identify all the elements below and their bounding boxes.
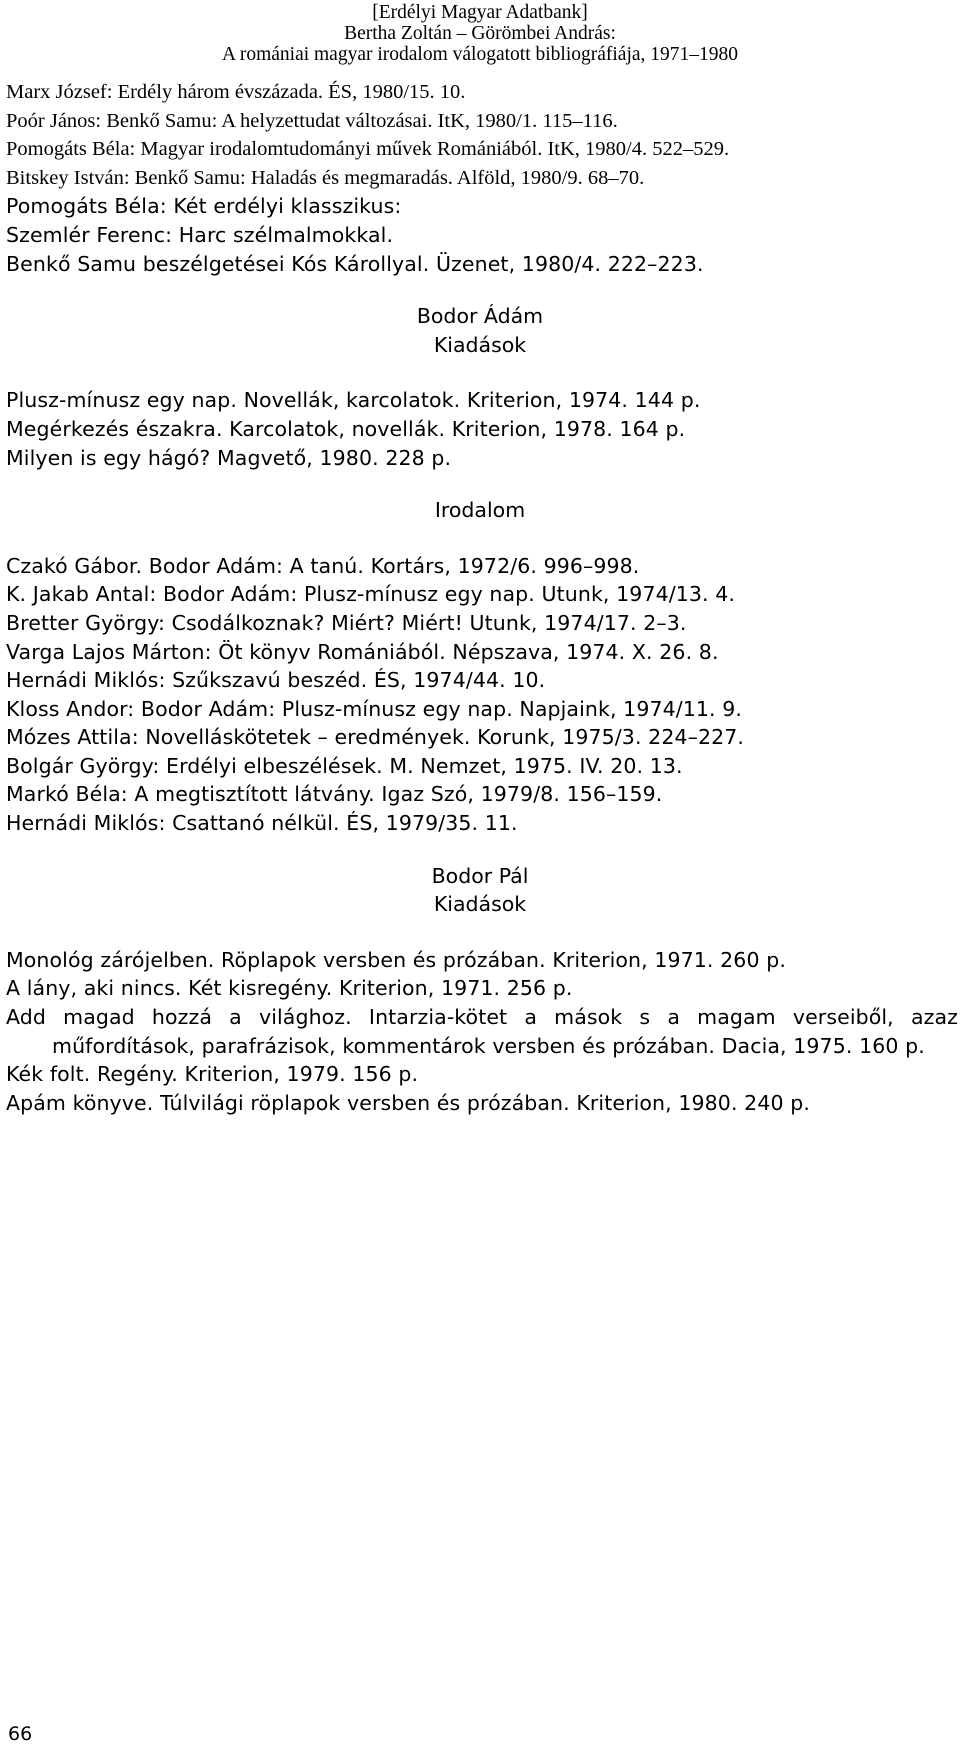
bibliography-entry: Czakó Gábor. Bodor Adám: A tanú. Kortárs, 1972/6. 996–998.	[6, 553, 640, 578]
bibliography-entry: Megérkezés északra. Karcolatok, novellák. Kriterion, 1978. 164 p.	[6, 416, 686, 441]
bibliography-entry: Mózes Attila: Novelláskötetek – eredmények. Korunk, 1975/3. 224–227.	[6, 725, 745, 750]
bibliography-entry: K. Jakab Antal: Bodor Adám: Plusz-mínusz egy nap. Utunk, 1974/13. 4.	[6, 582, 736, 607]
entry-line: Benkő Samu beszélgetései Kós Károllyal. Üzenet, 1980/4. 222–223.	[6, 251, 704, 276]
bibliography-entry: Apám könyve. Túlvilági röplapok versben és prózában. Kriterion, 1980. 240 p.	[6, 1090, 810, 1115]
bibliography-entry: Bretter György: Csodálkoznak? Miért? Miért! Utunk, 1974/17. 2–3.	[6, 610, 687, 635]
bibliography-entry: Add magad hozzá a világhoz. Intarzia-kötet a mások s a magam verseiből, azaz műfordítások, parafrázisok, kommentárok versben és prózában. Dacia, 1975. 160 p.	[6, 1005, 958, 1058]
bibliography-entry: Monológ zárójelben. Röplapok versben és prózában. Kriterion, 1971. 260 p.	[6, 947, 786, 972]
bibliography-entry: Marx József: Erdély három évszázada. ÉS, 1980/15. 10.	[6, 81, 466, 103]
section-heading-kiadasok: Kiadások	[433, 332, 527, 357]
bibliography-entry: Kloss Andor: Bodor Adám: Plusz-mínusz egy nap. Napjaink, 1974/11. 9.	[6, 696, 743, 721]
entry-line: Pomogáts Béla: Két erdélyi klasszikus:	[6, 194, 402, 219]
bibliography-entry: Varga Lajos Márton: Öt könyv Romániából. Népszava, 1974. X. 26. 8.	[6, 639, 719, 664]
bibliography-entry: Plusz-mínusz egy nap. Novellák, karcolatok. Kriterion, 1974. 144 p.	[6, 388, 701, 413]
header-title: A romániai magyar irodalom válogatott bibliográfiája, 1971–1980	[221, 44, 739, 65]
bibliography-entry: Poór János: Benkő Samu: A helyzettudat változásai. ItK, 1980/1. 115–116.	[6, 109, 618, 132]
author-heading: Bodor Pál	[431, 863, 529, 888]
bibliography-entry: Bitskey István: Benkő Samu: Haladás és megmaradás. Alföld, 1980/9. 68–70.	[6, 166, 645, 189]
bibliography-entry	[0, 192, 948, 278]
section-heading-kiadasok: Kiadások	[433, 892, 527, 917]
bibliography-entry: Hernádi Miklós: Csattanó nélkül. ÉS, 1979/35. 11.	[6, 811, 518, 836]
bibliography-entry: Bolgár György: Erdélyi elbeszélések. M. Nemzet, 1975. IV. 20. 13.	[6, 753, 683, 778]
section-heading-irodalom: Irodalom	[434, 498, 526, 523]
bibliography-entry: Hernádi Miklós: Szűkszavú beszéd. ÉS, 1974/44. 10.	[6, 668, 546, 693]
document-body	[0, 78, 960, 1117]
bibliography-entry: Markó Béla: A megtisztított látvány. Igaz Szó, 1979/8. 156–159.	[6, 782, 663, 807]
bibliography-entry: Pomogáts Béla: Magyar irodalomtudományi művek Romániából. ItK, 1980/4. 522–529.	[6, 138, 730, 161]
header-source: [Erdélyi Magyar Adatbank]	[372, 2, 588, 23]
page-header	[0, 2, 960, 65]
bibliography-entry: Kék folt. Regény. Kriterion, 1979. 156 p.	[6, 1062, 419, 1087]
author-heading: Bodor Ádám	[416, 304, 544, 329]
header-authors: Bertha Zoltán – Görömbei András:	[344, 23, 616, 44]
bibliography-entry: A lány, aki nincs. Két kisregény. Kriterion, 1971. 256 p.	[6, 976, 573, 1001]
bibliography-entry: Milyen is egy hágó? Magvető, 1980. 228 p.	[6, 445, 452, 470]
entry-line: Szemlér Ferenc: Harc szélmalmokkal.	[6, 222, 394, 247]
page-number: 66	[8, 1723, 33, 1745]
